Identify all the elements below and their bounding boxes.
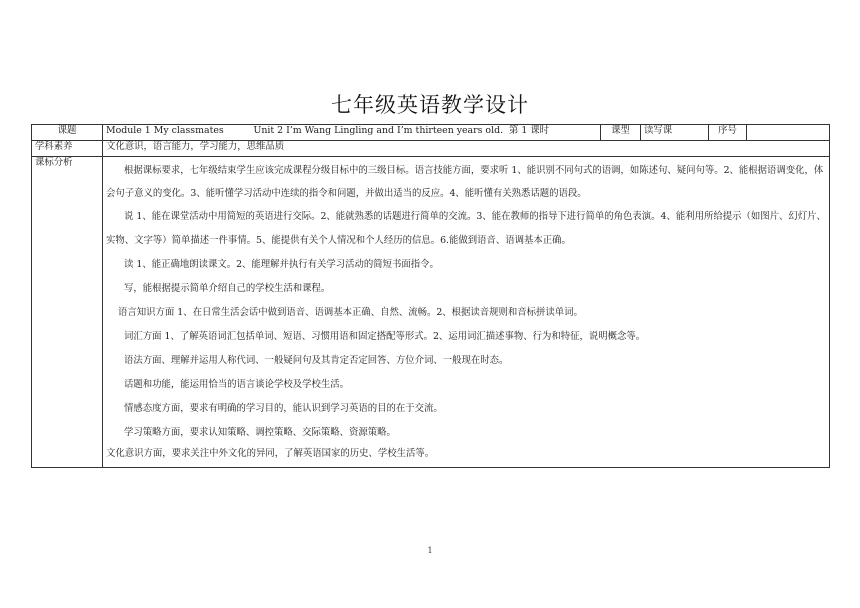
sequence-label: 序号 (709, 125, 747, 141)
analysis-paragraph: 读 1、能正确地朗读课文。2、能理解并执行有关学习活动的简短书面指令。 (124, 259, 439, 270)
literacy-label: 学科素养 (32, 141, 103, 157)
lesson-plan-table (31, 124, 830, 468)
page-number: 1 (427, 546, 433, 555)
document-title: 七年级英语教学设计 (331, 93, 529, 117)
analysis-paragraph: 写，能根据提示简单介绍自己的学校生活和课程。 (124, 283, 331, 294)
analysis-content (103, 157, 830, 468)
analysis-row (32, 157, 830, 468)
analysis-paragraph: 词汇方面 1、了解英语词汇包括单词、短语、习惯用语和固定搭配等形式。2、运用词汇描述事物、行为和特征，说明概念等。 (124, 331, 646, 342)
analysis-paragraph: 情感态度方面，要求有明确的学习目的，能认识到学习英语的目的在于交流。 (124, 403, 443, 414)
analysis-paragraph: 说 1、能在课堂活动中用简短的英语进行交际。2、能就熟悉的话题进行简单的交流。3、能在教师的指导下进行简单的角色表演。4、能利用所给提示（如图片、幻灯片、实物、文字等）简单描述一件事情。5、能提供有关个人情况和个人经历的信息。6.能做到语音、语调基本正确。 (106, 211, 826, 246)
topic-row (32, 125, 830, 141)
topic-value: Module 1 My classmates Unit 2 I’m Wang Lingling and I’m thirteen years old. 第 1 课时 (103, 125, 601, 141)
analysis-paragraph: 话题和功能，能运用恰当的语言谈论学校及学校生活。 (124, 379, 350, 390)
topic-label: 课题 (32, 125, 103, 141)
literacy-value: 文化意识，语言能力，学习能力，思维品质 (103, 141, 830, 157)
lesson-type-label: 课型 (601, 125, 641, 141)
analysis-paragraph: 学习策略方面，要求认知策略、调控策略、交际策略、资源策略。 (124, 427, 396, 438)
analysis-paragraph: 语法方面、理解并运用人称代词、一般疑问句及其肯定否定回答、方位介词、一般现在时态。 (124, 355, 509, 366)
sequence-value (747, 125, 830, 141)
analysis-paragraph: 文化意识方面，要求关注中外文化的异同，了解英语国家的历史、学校生活等。 (106, 448, 435, 459)
lesson-type-value: 读写课 (641, 125, 709, 141)
analysis-paragraph: 根据课标要求，七年级结束学生应该完成课程分级目标中的三级目标。语言技能方面，要求听 1、能识别不同句式的语调，如陈述句、疑问句等。2、能根据语调变化，体会句子意义的变化。3、能听懂学习活动中连续的指令和问题，并做出适当的反应。4、能听懂有关熟悉话题的语段。 (106, 165, 824, 199)
analysis-label: 课标分析 (32, 157, 103, 468)
literacy-row (32, 141, 830, 157)
analysis-paragraph: 语言知识方面 1、在日常生活会话中做到语音、语调基本正确、自然、流畅。2、根据读音规则和音标拼读单词。 (118, 307, 583, 318)
